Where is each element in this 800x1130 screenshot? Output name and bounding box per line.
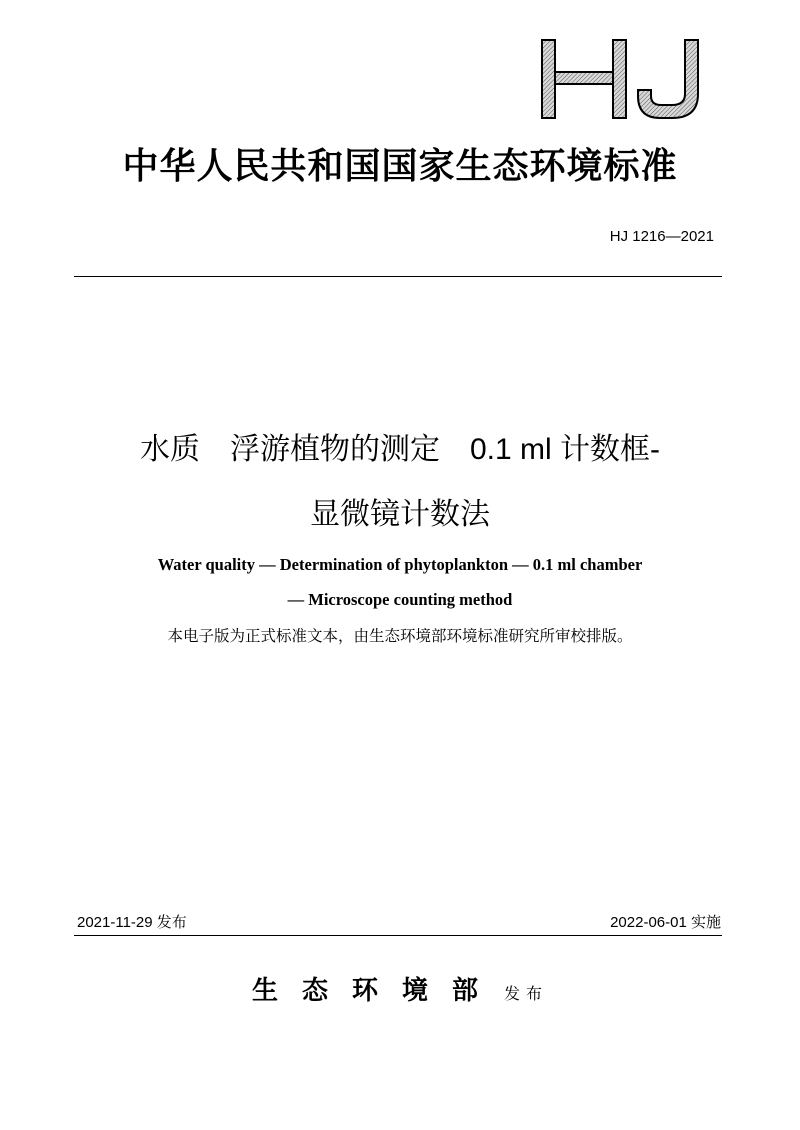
- publisher: [0, 970, 800, 1007]
- hj-logo: [540, 38, 702, 120]
- release-date: 2021-11-29 发布: [77, 914, 187, 931]
- agency-title: 中华人民共和国国家生态环境标准: [122, 145, 678, 187]
- logo-letter-j: [638, 40, 698, 118]
- publisher-name: 生态环境部: [251, 976, 502, 1006]
- header-divider: [74, 276, 722, 277]
- logo-letter-h: [542, 40, 626, 118]
- footer-divider: [74, 935, 722, 936]
- title-en-line1: Water quality — Determination of phytoplankton — 0.1 ml chamber: [157, 555, 643, 574]
- title-en-line2: — Microscope counting method: [287, 590, 513, 609]
- title-zh-line2: 显微镜计数法: [310, 498, 490, 531]
- effective-date: 2022-06-01 实施: [610, 914, 721, 931]
- edition-note: 本电子版为正式标准文本，由生态环境部环境标准研究所审校排版。: [167, 628, 633, 645]
- title-zh-line1: 水质 浮游植物的测定 0.1 ml 计数框-: [139, 433, 661, 466]
- publisher-suffix: 发布: [504, 986, 549, 1003]
- standard-number: HJ 1216—2021: [609, 228, 714, 245]
- logo-text: HJ: [540, 38, 542, 39]
